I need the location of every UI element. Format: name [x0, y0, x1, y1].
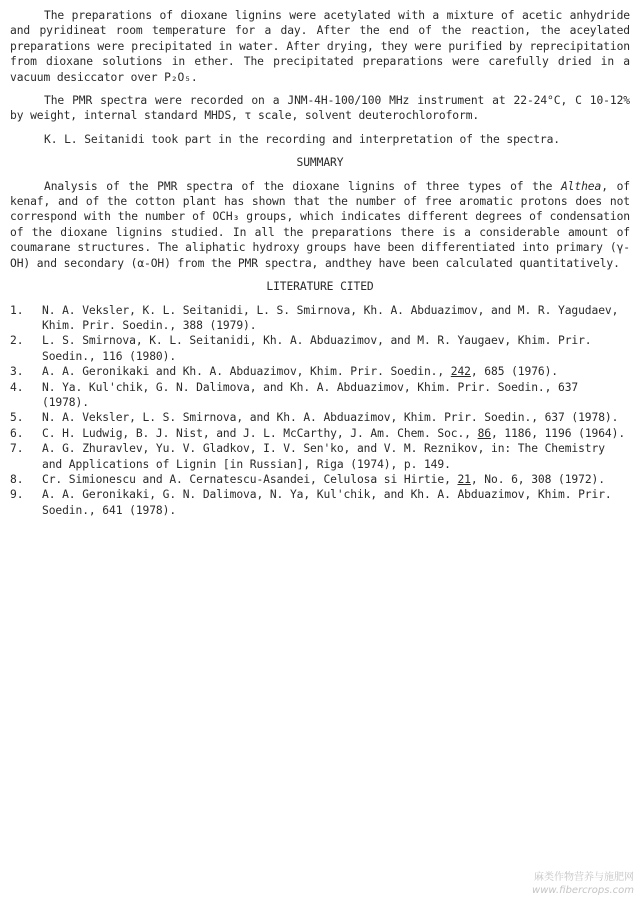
reference-text-part: A. A. Geronikaki and Kh. A. Abduazimov, Khim. Prir. Soedin., — [42, 365, 451, 379]
reference-volume-underlined: 21 — [457, 472, 471, 486]
reference-item — [10, 364, 630, 379]
literature-heading: LITERATURE CITED — [266, 280, 374, 294]
reference-item — [10, 426, 630, 441]
reference-text: N. A. Veksler, K. L. Seitanidi, L. S. Smirnova, Kh. A. Abduazimov, and M. R. Yagudaev, Khim. Prir. Soedin., 388 (1979). — [42, 303, 619, 332]
summary-paragraph — [10, 179, 630, 271]
reference-number: 7. — [10, 442, 24, 456]
reference-item — [10, 333, 630, 364]
reference-list — [10, 303, 630, 519]
reference-text-part: Cr. Simionescu and A. Cernatescu-Asandei, Celulosa si Hirtie, — [42, 472, 458, 486]
watermark-url: www.fibercrops.com — [532, 885, 634, 896]
reference-item — [10, 410, 630, 425]
reference-text — [42, 364, 630, 379]
reference-volume-underlined: 86 — [477, 426, 491, 440]
reference-volume-underlined: 242 — [450, 365, 471, 379]
reference-item — [10, 303, 630, 334]
reference-item — [10, 441, 630, 472]
reference-item — [10, 487, 630, 518]
site-watermark — [532, 871, 634, 897]
reference-number: 2. — [10, 334, 24, 348]
reference-text-part: C. H. Ludwig, B. J. Nist, and J. L. McCarthy, J. Am. Chem. Soc., — [42, 426, 478, 440]
reference-text: N. A. Veksler, L. S. Smirnova, and Kh. A. Abduazimov, Khim. Prir. Soedin., 637 (1978). — [42, 411, 619, 425]
reference-text: A. A. Geronikaki, G. N. Dalimova, N. Ya, Kul'chik, and Kh. A. Abduazimov, Khim. Prir. Soedin., 641 (1978). — [42, 488, 612, 517]
reference-number: 6. — [10, 426, 24, 440]
reference-number: 3. — [10, 365, 24, 379]
watermark-chinese-text: 麻类作物营养与施肥网 — [534, 872, 634, 883]
acknowledgement-paragraph: K. L. Seitanidi took part in the recording and interpretation of the spectra. — [44, 132, 561, 146]
reference-number: 9. — [10, 488, 24, 502]
reference-text: A. G. Zhuravlev, Yu. V. Gladkov, I. V. Sen'ko, and V. M. Reznikov, in: The Chemistry and Applications of Lignin [in Russian], Riga (1974), p. 149. — [42, 442, 605, 471]
summary-text-end: , of kenaf, and of the cotton plant has shown that the number of free aromatic protons does not correspond with the number of OCH₃ groups, which indicates different degrees of condensation of the dioxane lignins studied. In all the preparations there is a considerable amount of coumarane structures. The aliphatic hydroxy groups have been differentiated into primary (γ-OH) and secondary (α-OH) from the PMR spectra, andthey have been calculated quantitatively. — [10, 179, 630, 270]
reference-text: N. Ya. Kul'chik, G. N. Dalimova, and Kh. A. Abduazimov, Khim. Prir. Soedin., 637 (1978). — [42, 380, 579, 409]
reference-text — [42, 472, 630, 487]
methods-paragraph-pmr: The PMR spectra were recorded on a JNM-4H-100/100 MHz instrument at 22-24°C, C 10-12% by weight, internal standard MHDS, τ scale, solvent deuterochloroform. — [10, 94, 630, 123]
reference-number: 8. — [10, 472, 24, 486]
methods-paragraph-acetylation: The preparations of dioxane lignins were acetylated with a mixture of acetic anhydride and pyridineat room temperature for a day. After the end of the reaction, the aceylated preparations were precipitated in water. After drying, they were purified by reprecipitation from dioxane solutions in ether. The precipitated preparations were carefully dried in a vacuum desiccator over P₂O₅. — [10, 9, 630, 84]
summary-italic-genus: Althea — [560, 179, 602, 193]
reference-text-part: , 1186, 1196 (1964). — [491, 426, 626, 440]
reference-number: 4. — [10, 380, 24, 394]
reference-text — [42, 426, 630, 441]
reference-number: 5. — [10, 411, 24, 425]
summary-heading: SUMMARY — [296, 156, 344, 170]
reference-text-part: , No. 6, 308 (1972). — [470, 472, 605, 486]
reference-item — [10, 380, 630, 411]
page-content — [10, 8, 630, 518]
summary-text-start: Analysis of the PMR spectra of the dioxane lignins of three types of the — [44, 179, 561, 193]
reference-text-part: , 685 (1976). — [470, 365, 559, 379]
reference-text: L. S. Smirnova, K. L. Seitanidi, Kh. A. Abduazimov, and M. R. Yaugaev, Khim. Prir. Soedin., 116 (1980). — [42, 334, 592, 363]
reference-number: 1. — [10, 303, 24, 317]
reference-item — [10, 472, 630, 487]
